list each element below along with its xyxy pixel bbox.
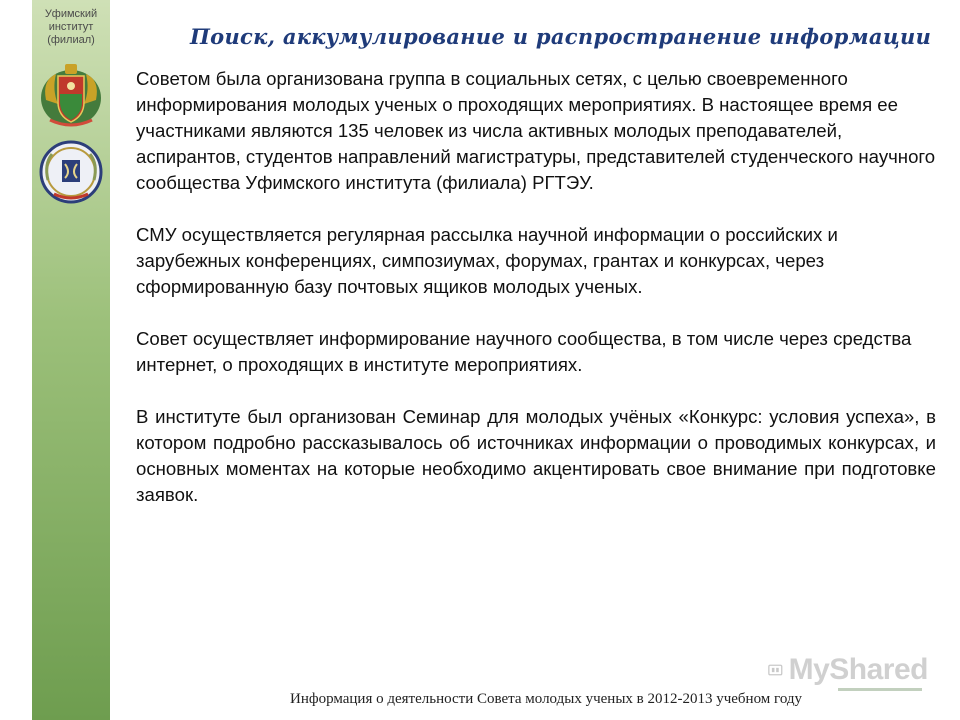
institute-label-line: Уфимский <box>44 8 98 20</box>
slide-title: Поиск, аккумулирование и распространение информации <box>190 24 932 49</box>
city-coat-of-arms-emblem <box>38 60 104 130</box>
slide-body <box>136 66 936 508</box>
myshared-watermark <box>768 650 928 690</box>
paragraph-seminar: В институте был организован Семинар для молодых учёных «Конкурс: условия успеха», в котором подробно рассказывалось об источниках информации о проводимых конкурсах, и основных моментах на которые необходимо акцентировать свое внимание при подготовке заявок. <box>136 406 936 505</box>
paragraph-internet: Совет осуществляет информирование научного сообщества, в том числе через средства интернет, о проходящих в институте мероприятиях. <box>136 328 912 375</box>
slide-footer: Информация о деятельности Совета молодых ученых в 2012-2013 учебном году <box>290 691 803 707</box>
watermark-text: MyShared <box>788 653 928 686</box>
institute-label <box>32 8 110 47</box>
institute-label-line: (филиал) <box>47 34 95 46</box>
institute-label-line: институт <box>48 21 94 33</box>
myshared-logo-icon <box>768 653 783 687</box>
paragraph-social-network: Советом была организована группа в социальных сетях, с целью своевременного информирования молодых ученых о проходящих мероприятиях. В настоящее время ее участниками являются 135 человек из числа активных молодых преподавателей, аспирантов, студентов направлений магистратуры, представителей студенческого научного сообщества Уфимского института (филиала) РГТЭУ. <box>136 68 936 193</box>
paragraph-mailing: СМУ осуществляется регулярная рассылка научной информации о российских и зарубежных конференциях, симпозиумах, форумах, грантах и конкурсах, через сформированную базу почтовых ящиков молодых ученых. <box>136 224 838 297</box>
university-seal-emblem <box>38 136 104 206</box>
